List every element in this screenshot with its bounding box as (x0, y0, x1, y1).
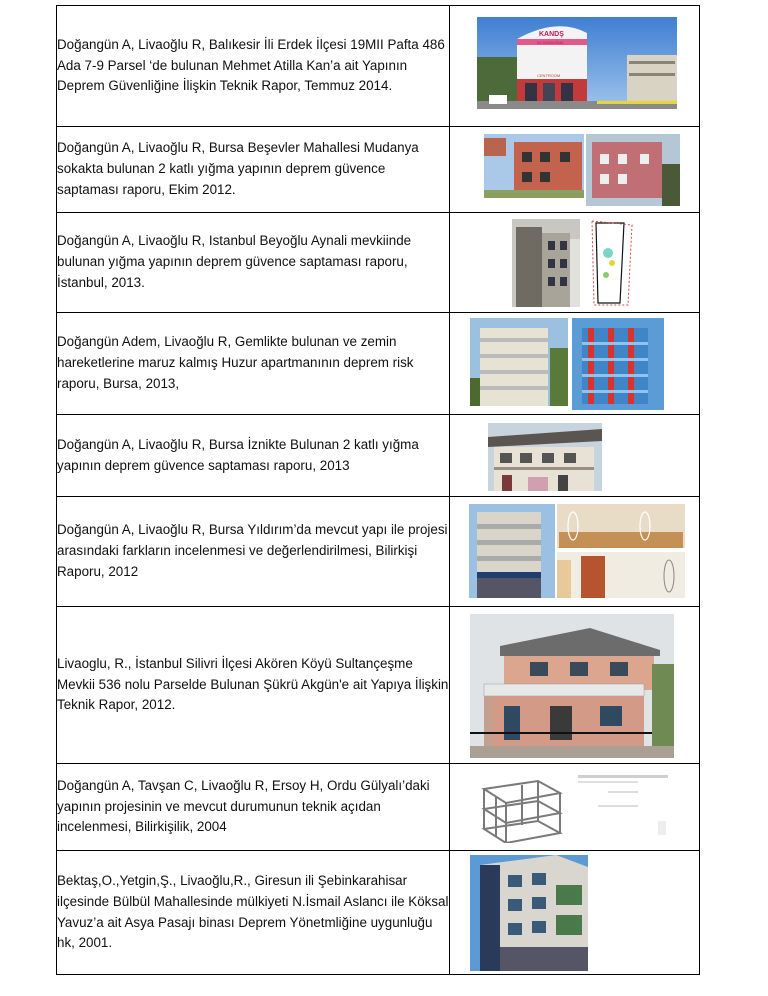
structural-frame-model (478, 771, 674, 843)
report-photo-cell (450, 607, 700, 764)
building-and-interior-photos (469, 504, 687, 598)
report-description: Doğangün A, Livaoğlu R, Bursa Yıldırım’da mevcut yapı ile projesi arasındaki farkların incelenmesi ve değerlendirilmesi, Bilirkişi Raporu, 2012 (57, 497, 450, 607)
two-masonry-houses-photos (484, 134, 680, 206)
sign-text: KANDŞ (539, 31, 564, 38)
table-row (57, 764, 700, 851)
report-photo-cell (450, 497, 700, 607)
report-description: Doğangün Adem, Livaoğlu R, Gemlikte bulunan ve zemin hareketlerine maruz kalmış Huzur apartmanının deprem risk raporu, Bursa, 2013, (57, 313, 450, 415)
table-row (57, 607, 700, 764)
apartment-and-3d-model (470, 318, 664, 410)
report-description: Doğangün A, Tavşan C, Livaoğlu R, Ersoy H, Ordu Gülyalı’daki yapının projesinin ve mevcut durumunun teknik açıdan incelenmesi, Bilirkişilik, 2004 (57, 764, 450, 851)
two-storey-masonry-photo (488, 423, 602, 491)
table-row (57, 415, 700, 497)
sign-subtitle: SU DONDURMA (537, 41, 564, 45)
report-description: Livaoglu, R., İstanbul Silivri İlçesi Akören Köyü Sultançeşme Mevkii 536 nolu Parselde Bulunan Şükrü Akgün'e ait Yapıya İlişkin Teknik Rapor, 2012. (57, 607, 450, 764)
report-photo-cell (450, 415, 700, 497)
report-photo-cell (450, 851, 700, 975)
reports-table (56, 5, 700, 975)
table-row (57, 851, 700, 975)
pink-two-storey-house-photo (470, 614, 674, 758)
report-photo-cell (450, 127, 700, 213)
report-photo-cell (450, 213, 700, 313)
tall-apartment-photo (470, 855, 588, 971)
report-description: Doğangün A, Livaoğlu R, Bursa Beşevler Mahallesi Mudanya sokakta bulunan 2 katlı yığma yapının deprem güvence saptaması raporu, Ekim 2012. (57, 127, 450, 213)
report-photo-cell (450, 313, 700, 415)
table-row (57, 6, 700, 127)
table-row (57, 497, 700, 607)
table-row (57, 313, 700, 415)
store-sign: CENTROOM (537, 73, 561, 78)
table-row (57, 213, 700, 313)
report-description: Bektaş,O.,Yetgin,Ş., Livaoğlu,R., Giresun ili Şebinkarahisar ilçesinde Bülbül Mahallesinde mülkiyeti N.İsmail Aslancı ile Köksal Yavuz’a ait Asya Pasajı binası Deprem Yönetmliğine uygunluğu hk, 2001. (57, 851, 450, 975)
narrow-building-and-plan (512, 219, 652, 307)
report-description: Doğangün A, Livaoğlu R, Istanbul Beyoğlu Aynali mevkiinde bulunan yığma yapının deprem güvence saptaması raporu, İstanbul, 2013. (57, 213, 450, 313)
table-row (57, 127, 700, 213)
report-photo-cell (450, 764, 700, 851)
report-photo-cell (450, 6, 700, 127)
report-description: Doğangün A, Livaoğlu R, Bursa İznikte Bulunan 2 katlı yığma yapının deprem güvence saptaması raporu, 2013 (57, 415, 450, 497)
report-description: Doğangün A, Livaoğlu R, Balıkesir İli Erdek İlçesi 19MII Pafta 486 Ada 7-9 Parsel ‘de bulunan Mehmet Atilla Kan’a ait Yapının Deprem Güvenliğine İlişkin Teknik Rapor, Temmuz 2014. (57, 6, 450, 127)
curved-building-photo (477, 17, 677, 109)
